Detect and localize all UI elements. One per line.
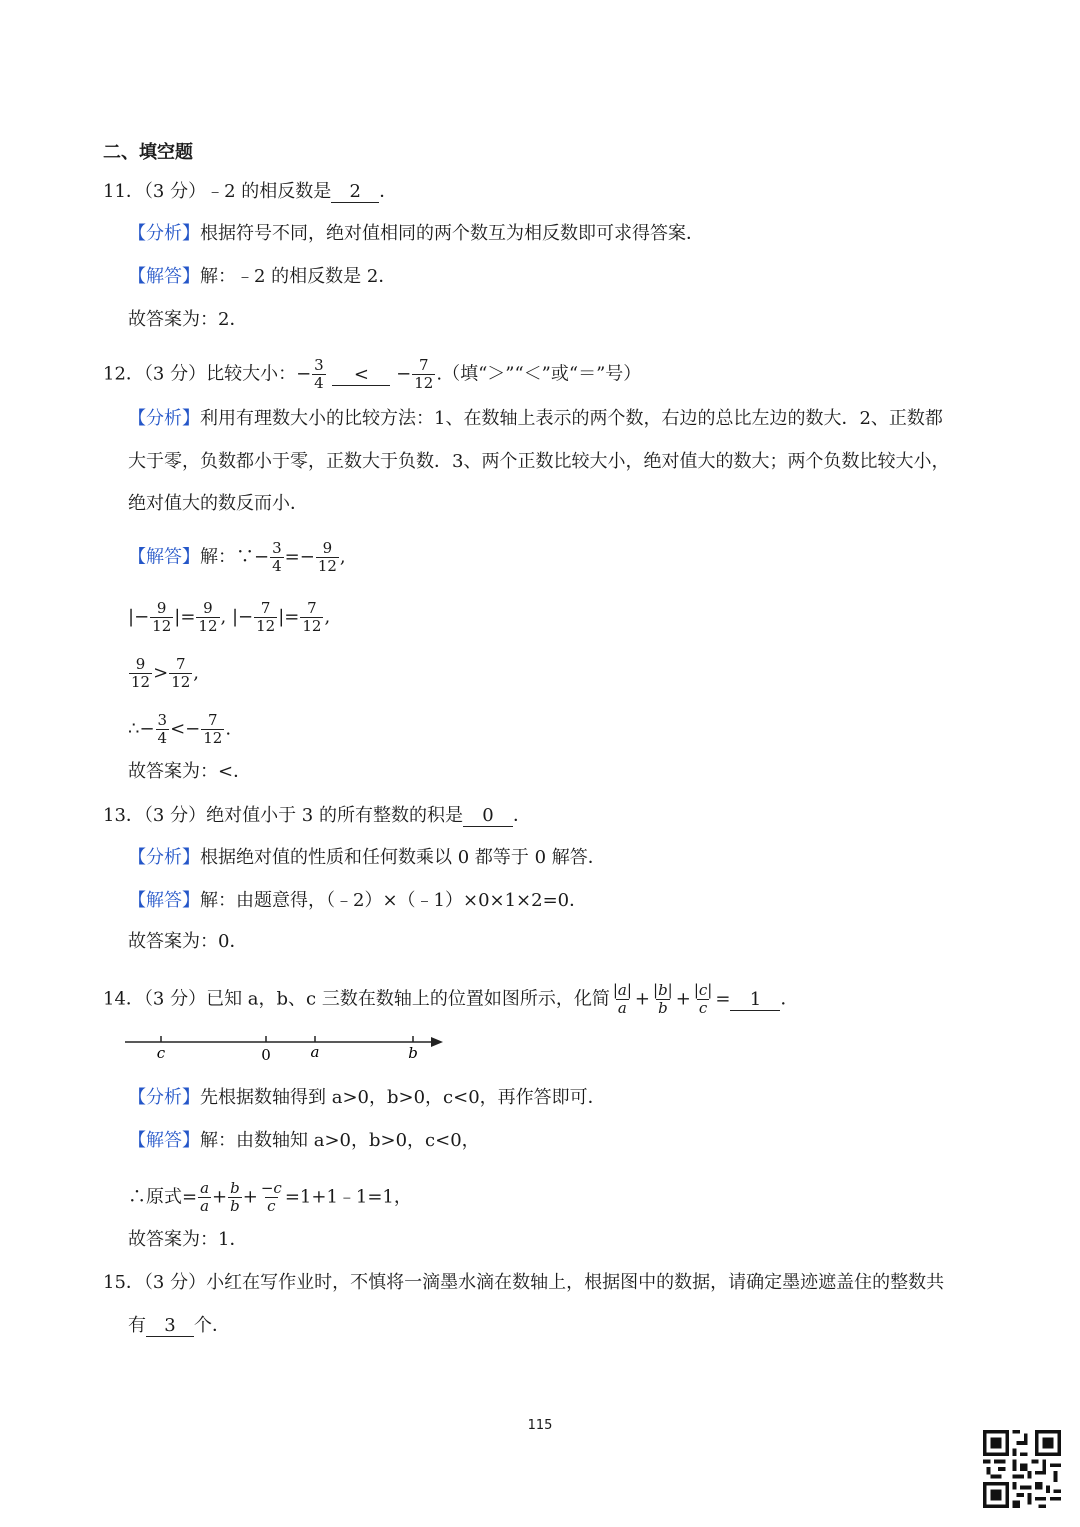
q13-stem: 13．（3 分）绝对值小于 3 的所有整数的积是 0 ． [103,805,531,826]
q14-solution: 【解答】解：由数轴知 a>0，b>0，c<0， [128,1130,480,1151]
q12-final: 故答案为：<． [128,761,252,782]
q13-solution: 【解答】解：由题意得，（﹣2）×（﹣1）×0×1×2=0． [128,890,588,911]
q14-number-line [125,1028,455,1068]
label-a: a [310,1043,320,1061]
q12-analysis-3: 绝对值大的数反而小． [128,493,308,514]
page-number: 115 [527,1418,553,1433]
q15-answer: 3 [146,1316,194,1337]
q11-answer: 2 [331,182,379,203]
label-c: c [156,1044,166,1062]
q12-solution-4: ∴− $\frac{3}{4}$ <− $\frac{7}{12}$ . [128,711,232,747]
q13-final: 故答案为：0． [128,931,248,952]
label-0: 0 [261,1046,271,1064]
q12-solution-3: $\frac{9}{12}$ > $\frac{7}{12}$ , [131,655,200,691]
q12-analysis-1: 【分析】利用有理数大小的比较方法：1、在数轴上表示的两个数，右边的总比左边的数大．2、正数都 [128,408,943,429]
q14-analysis: 【分析】先根据数轴得到 a>0，b>0，c<0，再作答即可． [128,1087,606,1108]
q13-answer: 0 [463,806,513,827]
q12-answer: < [332,365,390,386]
q11-analysis: 【分析】根据符号不同，绝对值相同的两个数互为相反数即可求得答案． [128,223,704,244]
q15-stem-1: 15．（3 分）小红在写作业时，不慎将一滴墨水滴在数轴上，根据图中的数据，请确定墨迹遮盖住的整数共 [103,1272,945,1293]
axis-arrow [431,1037,443,1047]
q11-stem: 11．（3 分）﹣2 的相反数是 2 ． [103,181,398,202]
q11-solution: 【解答】解：﹣2 的相反数是 2． [128,266,397,287]
q12-solution-2: |− $\frac{9}{12}$ |= $\frac{9}{12}$ , |− $\frac{7}{12}$ |= $\frac{7}{12}$ , [128,599,331,635]
q12-solution-1: 【解答】解：∵− $\frac{3}{4}$ =− $\frac{9}{12}$ , [128,539,346,575]
section-title: 二、填空题 [103,142,193,163]
q14-stem: 14．（3 分）已知 a，b、c 三数在数轴上的位置如图所示，化简 $\frac{|a|}{a}$ + $\frac{|b|}{b}$ + $\frac{|c|}{c}$ = 1 ． [103,981,799,1017]
q12-frac-7-12: $\frac{7}{12}$ [414,356,434,392]
q12-analysis-2: 大于零，负数都小于零，正数大于负数．3、两个正数比较大小，绝对值大的数大；两个负数比较大小， [128,451,950,472]
q13-analysis: 【分析】根据绝对值的性质和任何数乘以 0 都等于 0 解答． [128,847,606,868]
q15-stem-2: 有 3 个． [128,1315,230,1336]
q12-stem: 12．（3 分）比较大小：− $\frac{3}{4}$ < − $\frac{7}{12}$ .（填“＞”“＜”或“＝”号） [103,356,642,392]
q14-answer: 1 [730,990,780,1011]
qr-code-icon [983,1430,1061,1508]
q12-frac-3-4: $\frac{3}{4}$ [314,356,324,392]
label-b: b [408,1044,418,1062]
q14-final: 故答案为：1． [128,1229,248,1250]
q14-result: ∴原式= $\frac{a}{a}$ + $\frac{b}{b}$ + $\frac{-c}{c}$ =1+1﹣1=1， [128,1179,412,1215]
q11-final: 故答案为：2． [128,309,248,330]
